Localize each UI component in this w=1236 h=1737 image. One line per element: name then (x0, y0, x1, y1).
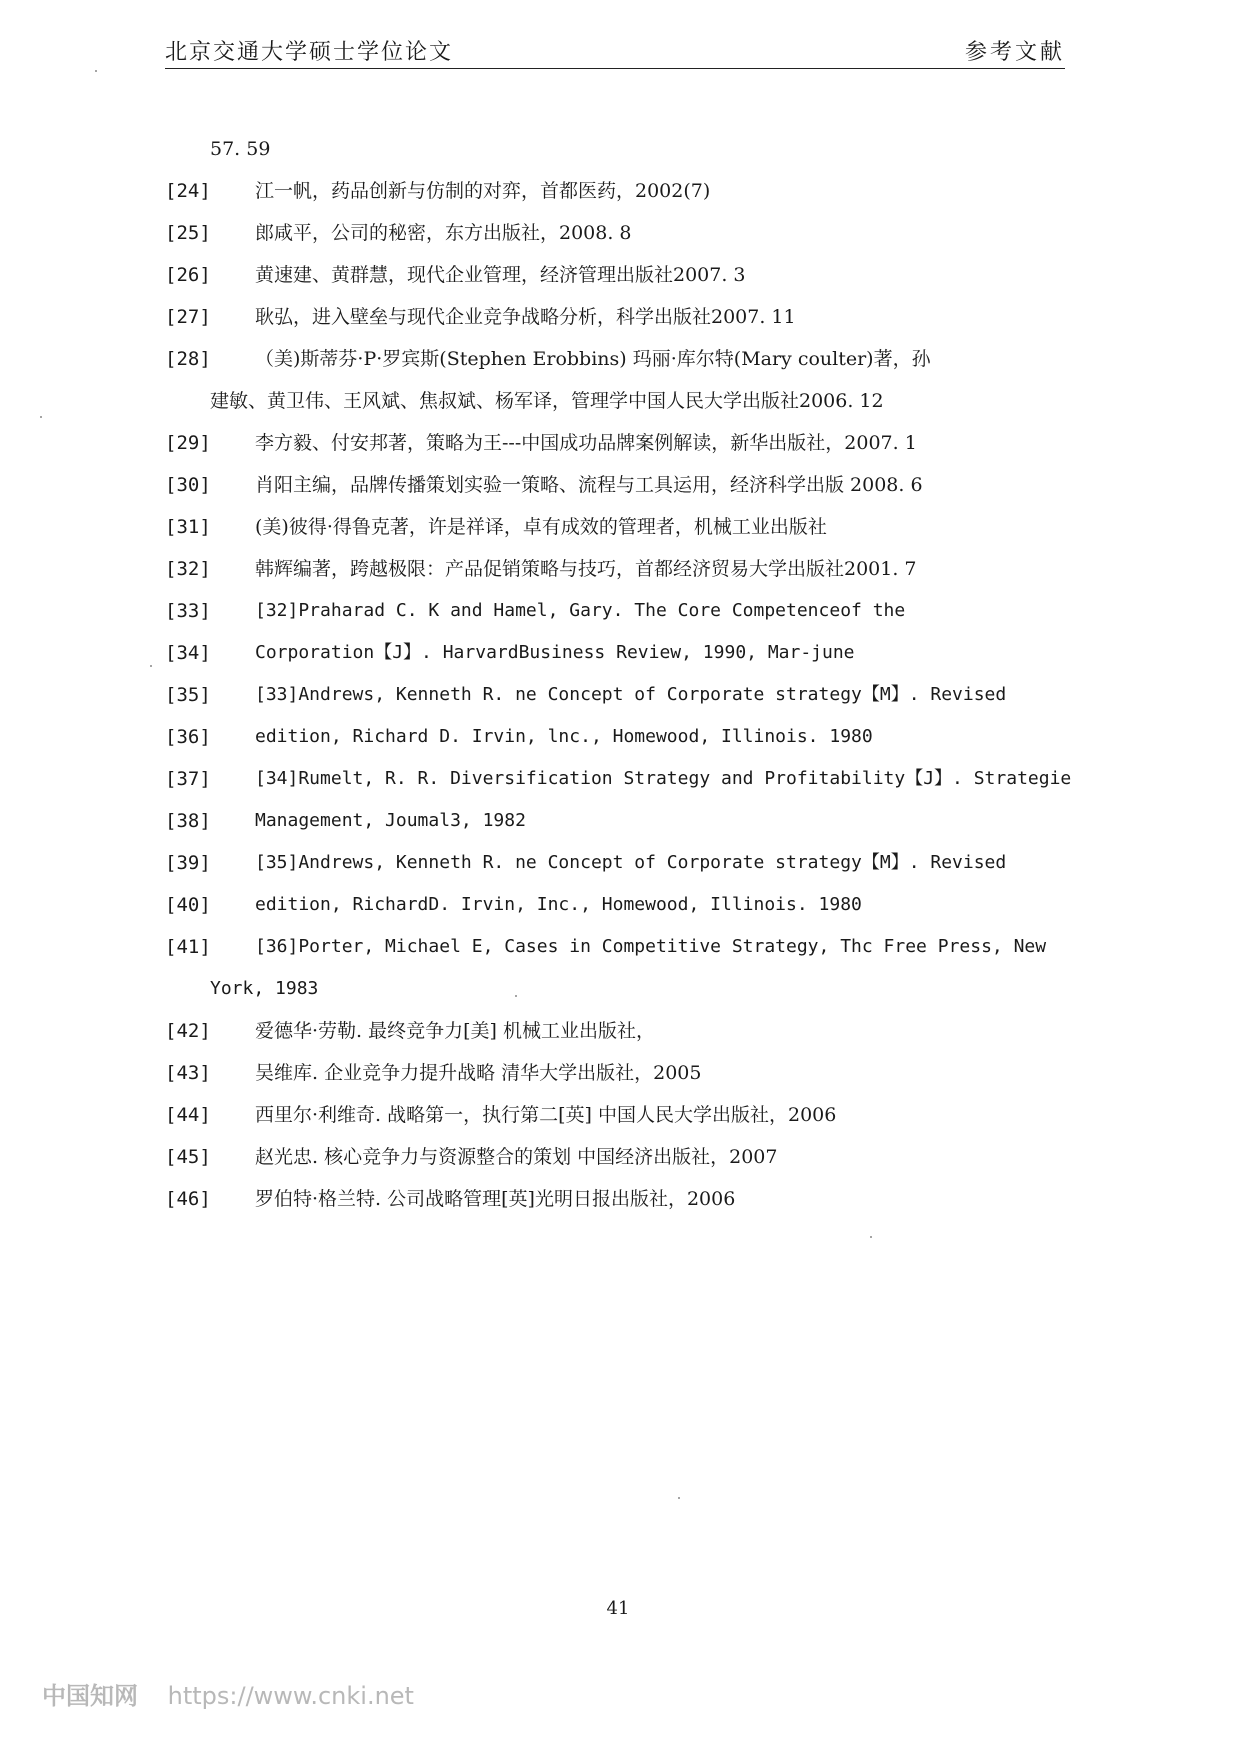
scan-speck (515, 995, 517, 997)
reference-text: 57. 59 (210, 138, 271, 160)
header-thesis-title: 北京交通大学硕士学位论文 (165, 40, 454, 65)
reference-number: [39] (165, 852, 211, 874)
reference-line (165, 1010, 1065, 1052)
cnki-logo-text: 中国知网 (42, 1682, 138, 1710)
reference-text: [36]Porter, Michael E, Cases in Competitive Strategy, Thc Free Press, New (255, 936, 1047, 957)
reference-text: (美)彼得·得鲁克著，许是祥译，卓有成效的管理者，机械工业出版社 (255, 516, 827, 538)
reference-number: [40] (165, 894, 211, 916)
reference-number: [24] (165, 180, 211, 202)
reference-list (165, 128, 1072, 1220)
running-header (165, 38, 1065, 69)
reference-text: 赵光忠. 核心竞争力与资源整合的策划 中国经济出版社，2007 (255, 1146, 778, 1168)
reference-number: [43] (165, 1062, 211, 1084)
reference-number: [44] (165, 1104, 211, 1126)
scan-speck (870, 1236, 872, 1238)
reference-number: [27] (165, 306, 211, 328)
reference-number: [41] (165, 936, 211, 958)
reference-number: [37] (165, 768, 211, 790)
reference-line (165, 968, 1065, 1010)
reference-text: [34]Rumelt, R. R. Diversification Strategy and Profitability【J】. Strategie (255, 768, 1072, 789)
reference-line (165, 842, 1065, 884)
reference-text: 罗伯特·格兰特. 公司战略管理[英]光明日报出版社，2006 (255, 1188, 736, 1210)
reference-line (165, 674, 1065, 716)
reference-number: [35] (165, 684, 211, 706)
reference-line (165, 716, 1065, 758)
reference-number: [28] (165, 348, 211, 370)
scan-speck (150, 665, 152, 667)
reference-line (165, 296, 1065, 338)
reference-text: 吴维库. 企业竞争力提升战略 清华大学出版社，2005 (255, 1062, 702, 1084)
reference-line (165, 506, 1065, 548)
reference-line (165, 170, 1065, 212)
reference-line (165, 1178, 1065, 1220)
reference-number: [42] (165, 1020, 211, 1042)
reference-number: [25] (165, 222, 211, 244)
reference-number: [46] (165, 1188, 211, 1210)
reference-line (165, 464, 1065, 506)
reference-number: [29] (165, 432, 211, 454)
reference-number: [36] (165, 726, 211, 748)
reference-line (165, 758, 1072, 800)
reference-line (165, 380, 1065, 422)
reference-line (165, 590, 1065, 632)
reference-text: [35]Andrews, Kenneth R. ne Concept of Corporate strategy【M】. Revised (255, 852, 1007, 873)
cnki-url: https://www.cnki.net (167, 1682, 414, 1710)
reference-text: 江一帆，药品创新与仿制的对弈，首都医药，2002(7) (255, 180, 711, 202)
reference-number: [30] (165, 474, 211, 496)
reference-text: 爱德华·劳勒. 最终竞争力[美] 机械工业出版社， (255, 1020, 655, 1042)
reference-line (165, 212, 1065, 254)
scan-speck (678, 1497, 680, 1499)
reference-text: Corporation【J】. HarvardBusiness Review, 1990, Mar-june (255, 642, 855, 663)
reference-number: [31] (165, 516, 211, 538)
reference-text: [32]Praharad C. K and Hamel, Gary. The Core Competenceof the (255, 600, 906, 621)
reference-line (165, 632, 1065, 674)
reference-text: 李方毅、付安邦著，策略为王---中国成功品牌案例解读，新华出版社，2007. 1 (255, 432, 917, 454)
header-section-title: 参考文献 (964, 40, 1065, 65)
reference-line (165, 1052, 1065, 1094)
reference-text: edition, RichardD. Irvin, Inc., Homewood, Illinois. 1980 (255, 894, 862, 915)
scan-speck (40, 416, 42, 418)
reference-text: 耿弘，进入壁垒与现代企业竞争战略分析，科学出版社2007. 11 (255, 306, 796, 328)
reference-line (165, 128, 1065, 170)
reference-number: [32] (165, 558, 211, 580)
reference-line (165, 1094, 1065, 1136)
reference-number: [33] (165, 600, 211, 622)
reference-text: 肖阳主编，品牌传播策划实验一策略、流程与工具运用，经济科学出版 2008. 6 (255, 474, 923, 496)
reference-line (165, 1136, 1065, 1178)
reference-text: 黄速建、黄群慧，现代企业管理，经济管理出版社2007. 3 (255, 264, 746, 286)
reference-text: 西里尔·利维奇. 战略第一，执行第二[英] 中国人民大学出版社，2006 (255, 1104, 837, 1126)
reference-text: [33]Andrews, Kenneth R. ne Concept of Corporate strategy【M】. Revised (255, 684, 1007, 705)
reference-number: [26] (165, 264, 211, 286)
reference-line (165, 926, 1065, 968)
reference-text: 郎咸平，公司的秘密，东方出版社，2008. 8 (255, 222, 632, 244)
reference-text: 建敏、黄卫伟、王风斌、焦叔斌、杨军译，管理学中国人民大学出版社2006. 12 (210, 390, 884, 412)
reference-line (165, 548, 1065, 590)
reference-number: [38] (165, 810, 211, 832)
reference-text: （美)斯蒂芬·P·罗宾斯(Stephen Erobbins) 玛丽·库尔特(Mary coulter)著，孙 (255, 348, 931, 370)
reference-number: [45] (165, 1146, 211, 1168)
reference-line (165, 338, 1065, 380)
reference-line (165, 422, 1065, 464)
reference-line (165, 254, 1065, 296)
reference-text: Management, Joumal3, 1982 (255, 810, 526, 831)
reference-line (165, 884, 1065, 926)
page-number: 41 (606, 1598, 630, 1619)
scan-speck (95, 70, 97, 72)
reference-number: [34] (165, 642, 211, 664)
reference-line (165, 800, 1065, 842)
reference-text: 韩辉编著，跨越极限：产品促销策略与技巧，首都经济贸易大学出版社2001. 7 (255, 558, 917, 580)
reference-text: York, 1983 (210, 978, 319, 999)
reference-text: edition, Richard D. Irvin, lnc., Homewood, Illinois. 1980 (255, 726, 873, 747)
watermark-footer (42, 1676, 414, 1711)
